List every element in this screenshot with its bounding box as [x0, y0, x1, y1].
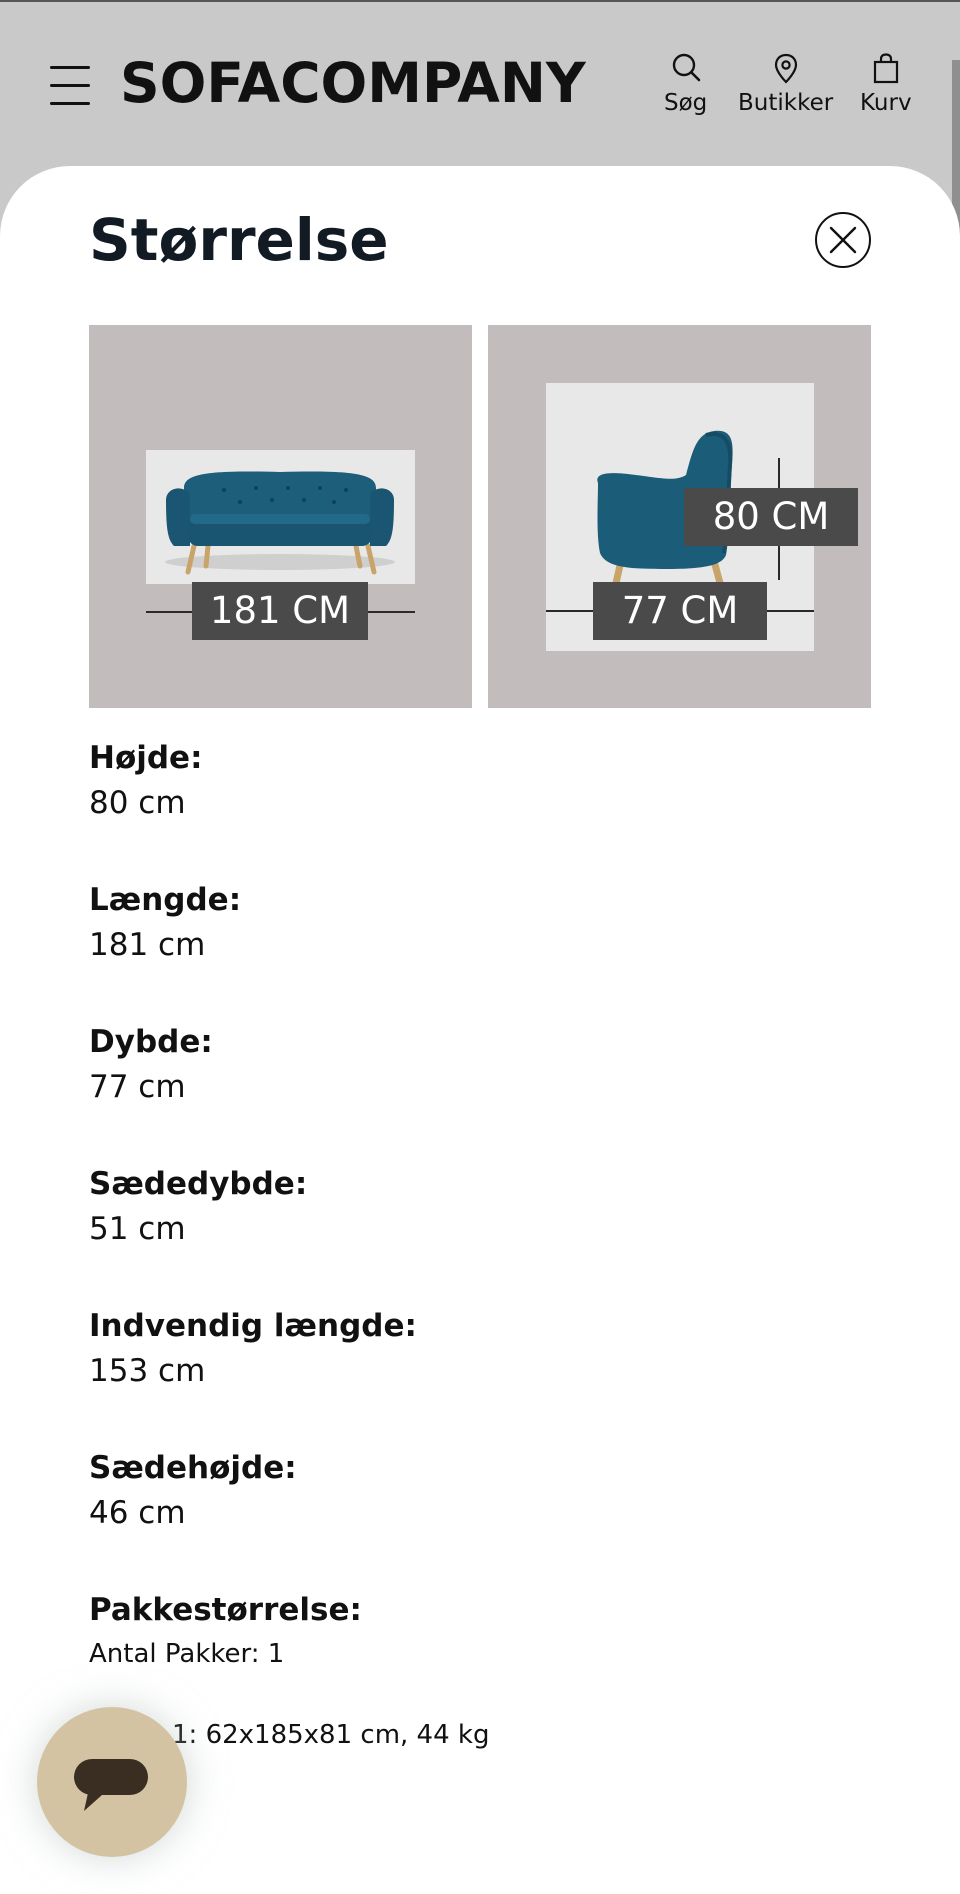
chat-bubble-icon — [74, 1759, 150, 1819]
depth-badge: 77 CM — [593, 582, 767, 640]
stores-label: Butikker — [738, 90, 834, 116]
spec-list — [89, 736, 417, 1728]
size-bottom-sheet — [0, 166, 960, 1894]
spec-item — [89, 1304, 417, 1394]
width-badge: 181 CM — [192, 582, 368, 640]
search-label: Søg — [664, 90, 708, 116]
stores-button[interactable] — [738, 52, 833, 116]
spec-label: Dybde: — [89, 1024, 213, 1060]
search-icon — [670, 52, 702, 84]
spec-label: Sædehøjde: — [89, 1450, 297, 1486]
spec-label: Sædedybde: — [89, 1166, 308, 1202]
hamburger-icon[interactable] — [50, 66, 90, 106]
spec-value: 51 cm — [89, 1211, 186, 1247]
spec-value: 77 cm — [89, 1069, 186, 1105]
spec-value: 181 cm — [89, 927, 206, 963]
spec-value: 46 cm — [89, 1495, 186, 1531]
package-dimensions: 1: 62x185x81 cm, 44 kg — [172, 1720, 490, 1750]
height-badge: 80 CM — [684, 488, 858, 546]
sofa-front-photo — [146, 450, 415, 584]
location-pin-icon — [770, 52, 802, 84]
spec-value: 153 cm — [89, 1353, 206, 1389]
spec-label: Længde: — [89, 882, 242, 918]
brand-logo[interactable]: SOFACOMPANY — [120, 51, 586, 115]
cart-button[interactable] — [860, 52, 912, 116]
spec-item — [89, 736, 417, 826]
spec-label: Indvendig længde: — [89, 1308, 417, 1344]
side-dimension-image — [488, 325, 871, 708]
spec-value: 80 cm — [89, 785, 186, 821]
spec-item — [89, 878, 417, 968]
search-button[interactable] — [664, 52, 707, 116]
chat-button[interactable] — [37, 1707, 187, 1857]
shopping-bag-icon — [870, 52, 902, 84]
spec-label: Højde: — [89, 740, 203, 776]
spec-item — [89, 1162, 417, 1252]
cart-label: Kurv — [860, 90, 912, 116]
package-count: Antal Pakker: 1 — [89, 1639, 285, 1669]
site-header — [0, 0, 960, 168]
sofa-front-illustration — [146, 450, 415, 584]
close-icon — [828, 225, 858, 255]
front-dimension-image — [89, 325, 472, 708]
sheet-title: Størrelse — [89, 206, 389, 274]
spec-item — [89, 1446, 417, 1536]
spec-item — [89, 1020, 417, 1110]
close-button[interactable] — [815, 212, 871, 268]
package-spec — [89, 1588, 417, 1676]
package-label: Pakkestørrelse: — [89, 1592, 362, 1628]
